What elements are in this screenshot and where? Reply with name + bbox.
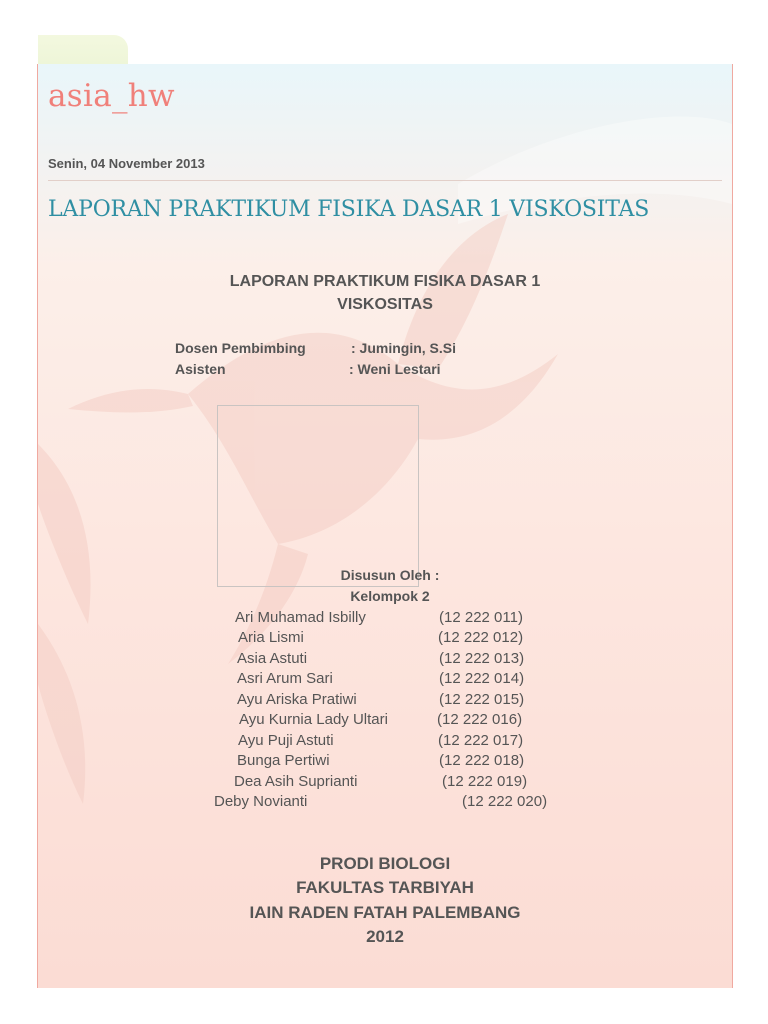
institute-label: IAIN RADEN FATAH PALEMBANG (249, 903, 521, 922)
member-nim: (12 222 015) (439, 691, 525, 708)
date-divider (48, 180, 722, 181)
assistant-value: : Weni Lestari (349, 361, 441, 377)
placeholder-image-frame (217, 405, 419, 587)
member-name: Ayu Puji Astuti (238, 732, 334, 749)
member-name: Ayu Kurnia Lady Ultari (239, 711, 388, 728)
member-name: Bunga Pertiwi (237, 752, 330, 769)
post-title[interactable]: LAPORAN PRAKTIKUM FISIKA DASAR 1 VISKOSITAS (48, 197, 650, 222)
blog-title[interactable]: asia_hw (48, 78, 175, 114)
header-corner-tab (38, 35, 128, 65)
member-nim: (12 222 016) (437, 711, 523, 728)
compiled-by-label: Disusun Oleh : (340, 567, 440, 583)
program-label: PRODI BIOLOGI (319, 854, 451, 873)
member-nim: (12 222 013) (439, 650, 525, 667)
member-nim: (12 222 011) (439, 609, 523, 626)
member-name: Ari Muhamad Isbilly (235, 609, 366, 626)
member-name: Deby Novianti (214, 793, 308, 810)
group-label: Kelompok 2 (350, 588, 430, 604)
member-name: Aria Lismi (238, 629, 304, 646)
member-nim: (12 222 018) (439, 752, 525, 769)
member-nim: (12 222 012) (438, 629, 524, 646)
member-name: Asri Arum Sari (237, 670, 333, 687)
assistant-label: Asisten (175, 361, 226, 377)
lecturer-value: : Jumingin, S.Si (351, 340, 457, 356)
member-nim: (12 222 020) (462, 793, 548, 810)
member-name: Asia Astuti (237, 650, 308, 667)
member-nim: (12 222 017) (438, 732, 524, 749)
post-date: Senin, 04 November 2013 (48, 156, 205, 171)
member-name: Ayu Ariska Pratiwi (237, 691, 357, 708)
member-nim: (12 222 019) (442, 773, 528, 790)
member-name: Dea Asih Suprianti (234, 773, 358, 790)
faculty-label: FAKULTAS TARBIYAH (296, 878, 474, 897)
report-heading-line2: VISKOSITAS (337, 296, 433, 313)
report-heading-line1: LAPORAN PRAKTIKUM FISIKA DASAR 1 (229, 273, 541, 290)
lecturer-label: Dosen Pembimbing (175, 340, 306, 356)
lecturer-row (175, 340, 456, 356)
blog-page (37, 64, 733, 988)
member-nim: (12 222 014) (439, 670, 525, 687)
year-label: 2012 (366, 927, 404, 946)
assistant-row (175, 361, 441, 377)
